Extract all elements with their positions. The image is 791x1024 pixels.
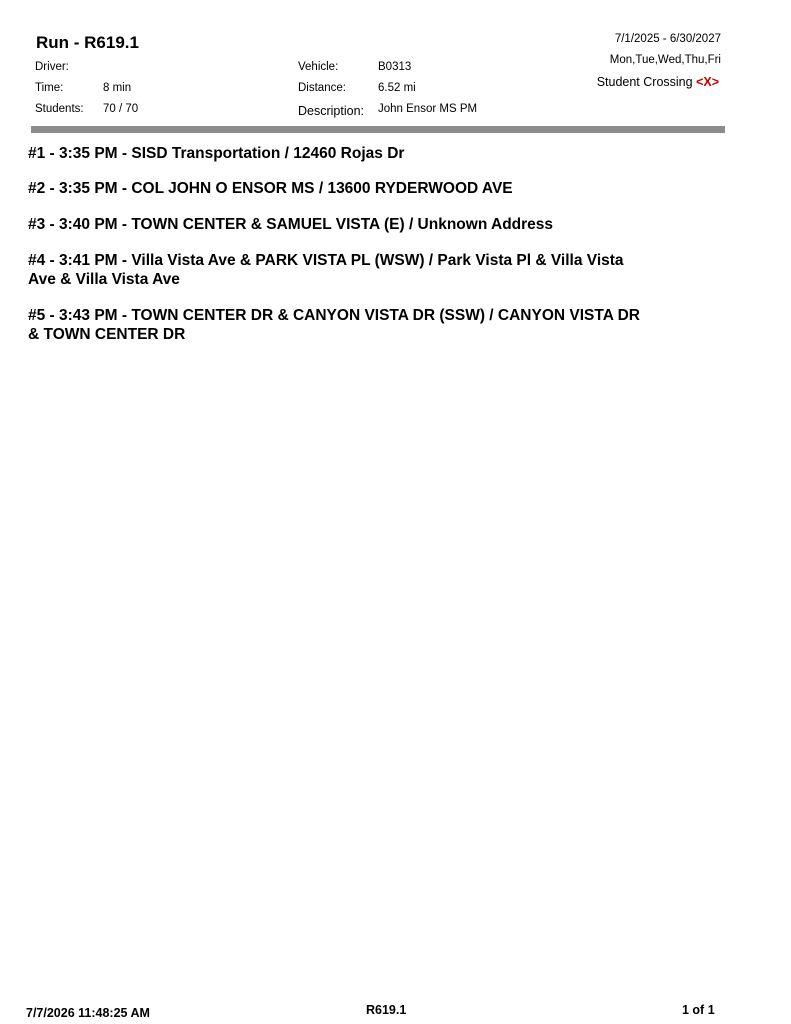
footer-run-id: R619.1 <box>366 1003 407 1017</box>
service-days: Mon,Tue,Wed,Thu,Fri <box>609 54 721 66</box>
description-label: Description: <box>298 104 364 118</box>
student-crossing <box>597 75 719 89</box>
stop-3: #3 - 3:40 PM - TOWN CENTER & SAMUEL VISTA (E) / Unknown Address <box>28 216 554 233</box>
run-title: Run - R619.1 <box>36 33 139 52</box>
students-label: Students: <box>35 103 84 115</box>
footer-page-number: 1 of 1 <box>682 1003 715 1017</box>
vehicle-label: Vehicle: <box>298 61 339 73</box>
driver-label: Driver: <box>35 61 69 73</box>
distance-value: 6.52 mi <box>378 82 416 94</box>
stop-4: #4 - 3:41 PM - Villa Vista Ave & PARK VISTA PL (WSW) / Park Vista Pl & Villa Vista Ave & Villa Vista Ave <box>28 252 624 288</box>
stop-1: #1 - 3:35 PM - SISD Transportation / 12460 Rojas Dr <box>28 145 405 162</box>
stop-5: #5 - 3:43 PM - TOWN CENTER DR & CANYON VISTA DR (SSW) / CANYON VISTA DR & TOWN CENTER DR <box>28 307 641 343</box>
footer-printed-at: 7/7/2026 11:48:25 AM <box>26 1006 150 1020</box>
date-range: 7/1/2025 - 6/30/2027 <box>614 33 721 45</box>
distance-label: Distance: <box>298 82 346 94</box>
description-value: John Ensor MS PM <box>378 103 478 115</box>
students-value: 70 / 70 <box>103 103 139 115</box>
header-divider <box>31 126 725 133</box>
student-crossing-label: Student Crossing <box>596 75 693 89</box>
student-crossing-mark: <X> <box>696 75 719 89</box>
time-value: 8 min <box>103 82 132 94</box>
vehicle-value: B0313 <box>378 61 412 73</box>
stop-2: #2 - 3:35 PM - COL JOHN O ENSOR MS / 13600 RYDERWOOD AVE <box>28 180 513 197</box>
time-label: Time: <box>35 82 64 94</box>
